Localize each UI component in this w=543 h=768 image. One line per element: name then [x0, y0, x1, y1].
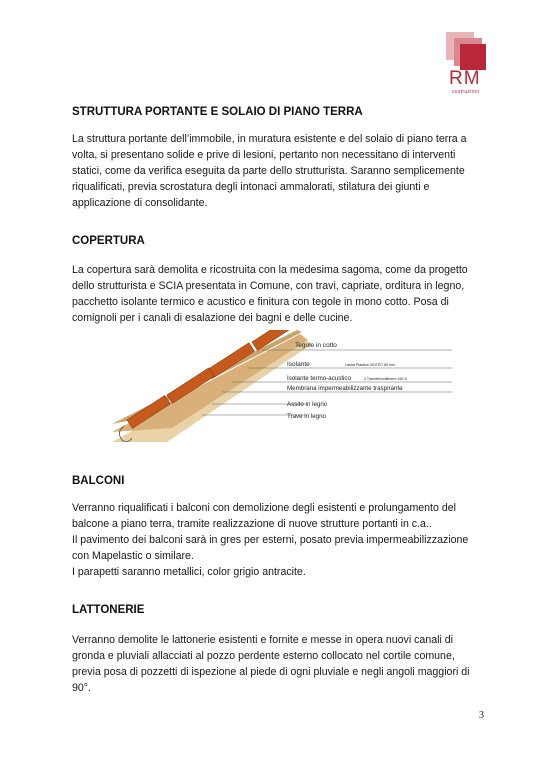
label-isolante-spec: Lastra Plastica ISOTEC 80 mm — [345, 363, 395, 367]
body-line: previa posa di pozzetti di ispezione al piede di ogni pluviale e negli angoli maggiori di — [72, 666, 470, 678]
body-line: dello strutturista e SCIA presentata in Comune, con travi, capriate, orditura in legno, — [72, 280, 465, 292]
logo-subtitle: costruzioni — [452, 89, 480, 95]
company-logo — [446, 32, 498, 96]
body-line: Verranno demolite le lattonerie esistenti e fornite e messe in opera nuovi canali di — [72, 634, 454, 646]
section-body-copertura — [72, 262, 485, 326]
label-trave: Trave in legno — [287, 413, 326, 420]
body-line: statici, come da verifica eseguita da parte dello strutturista. Saranno semplicemente — [72, 165, 465, 177]
body-line: Verranno riqualificati i balconi con demolizione degli esistenti e prolungamento del — [72, 502, 456, 514]
section-heading-copertura: COPERTURA — [72, 235, 145, 247]
body-line: La struttura portante dell’immobile, in muratura esistente e del solaio di piano terra a — [72, 133, 467, 145]
logo-square-dark — [460, 44, 486, 70]
body-line: volta, si presentano solide e prive di lesioni, pertanto non necessitano di interventi — [72, 149, 456, 161]
label-isolante-acustico-spec: 2 Travetti/multitherm 160 S — [364, 377, 407, 381]
body-line: La copertura sarà demolita e ricostruita con la medesima sagoma, come da progetto — [72, 264, 468, 276]
body-line: comignoli per i canali di esalazione dei bagni e delle cucine. — [72, 312, 353, 324]
page-number: 3 — [479, 710, 484, 721]
body-line: balcone a piano terra, tramite realizzazione di nuove strutture portanti in c.a.. — [72, 518, 432, 530]
body-line: con Mapelastic o similare. — [72, 550, 194, 562]
body-line: gronda e pluviali allacciati al pozzo perdente esterno collocato nel cortile comune, — [72, 650, 455, 662]
body-line: riqualificati, previa scrostatura degli intonaci ammalorati, stilatura dei giunti e — [72, 181, 430, 193]
section-heading-lattonerie: LATTONERIE — [72, 604, 145, 616]
section-body-balconi — [72, 500, 485, 580]
section-heading-struttura: STRUTTURA PORTANTE E SOLAIO DI PIANO TERRA — [72, 106, 363, 118]
label-membrana: Membrana impermeabilizzante traspirante — [287, 385, 403, 392]
label-isolante: Isolante — [287, 361, 310, 368]
label-assito: Assito in legno — [287, 401, 328, 408]
body-line: pacchetto isolante termico e acustico e finitura con tegole in mono cotto. Posa di — [72, 296, 449, 308]
label-tegole: Tegole in cotto — [295, 342, 337, 349]
body-line: Il pavimento dei balconi sarà in gres per esterni, posato previa impermeabilizzazione — [72, 534, 469, 546]
logo-letters: RM — [449, 68, 481, 89]
body-line: I parapetti saranno metallici, color grigio antracite. — [72, 566, 306, 578]
label-isolante-acustico: Isolante termo-acustico — [287, 375, 351, 382]
section-heading-balconi: BALCONI — [72, 475, 125, 487]
body-line: 90°. — [72, 682, 91, 694]
section-body-struttura — [72, 131, 485, 211]
roof-section-diagram — [112, 330, 472, 450]
section-body-lattonerie — [72, 632, 485, 696]
body-line: applicazione di consolidante. — [72, 197, 208, 209]
